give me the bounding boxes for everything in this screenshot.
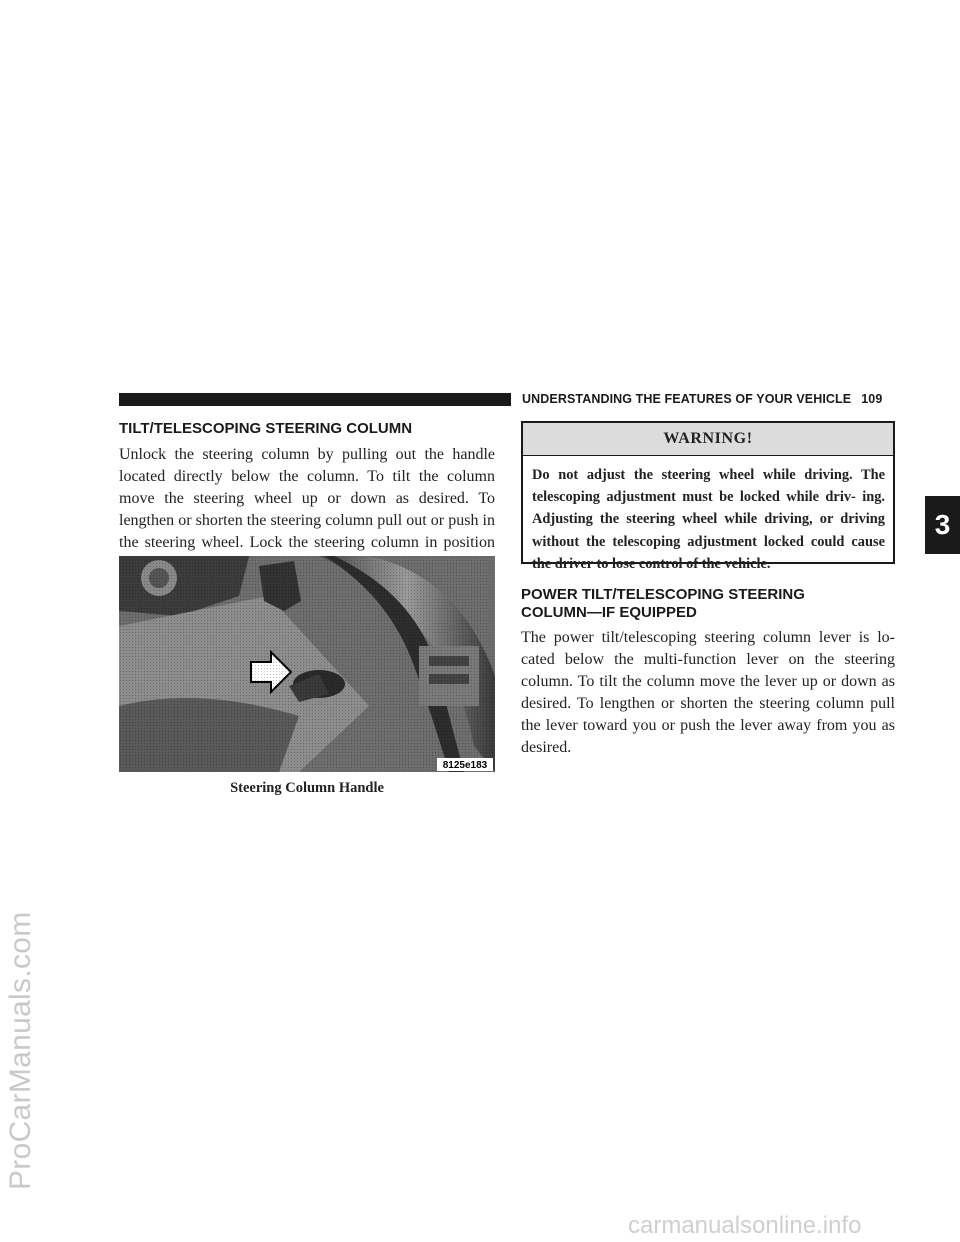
watermark-vertical: ProCarManuals.com [4, 911, 37, 1190]
page-number: 109 [861, 392, 883, 406]
figure-code: 8125e183 [442, 760, 488, 771]
watermark-bottom: carmanualsonline.info [628, 1212, 862, 1239]
section-heading-2-line2: COLUMN—IF EQUIPPED [521, 604, 697, 621]
steering-column-photo [119, 556, 495, 772]
photo-illustration [119, 556, 495, 772]
section-power-tilt [521, 586, 895, 759]
running-header [522, 392, 902, 408]
section-heading-2 [521, 586, 895, 622]
warning-text: Do not adjust the steering wheel while driving. The telescoping adjustment must be locked while driv- ing. Adjusting the steering wheel while driving, or driving without the telescoping adjustment locked could cause the driver to lose control of the vehicle. [532, 467, 885, 572]
warning-box [521, 421, 895, 572]
header-rule [119, 393, 511, 406]
running-title: UNDERSTANDING THE FEATURES OF YOUR VEHICLE [522, 392, 852, 406]
warning-title: WARNING! [523, 423, 893, 456]
chapter-tab: 3 [925, 496, 960, 554]
section-heading-2-line1: POWER TILT/TELESCOPING STEERING [521, 586, 805, 603]
figure-caption: Steering Column Handle [230, 780, 384, 796]
section-body: Unlock the steering column by pulling out the handle located directly below the column. To tilt the column move the steering wheel up or down as desired. To lengthen or shorten the steering column pull out or push in the steering wheel. Lock the steering column in position [119, 446, 495, 551]
section-tilt-telescoping [119, 420, 495, 576]
section-heading: TILT/TELESCOPING STEERING COLUMN [119, 420, 413, 437]
section-body-2: The power tilt/telescoping steering column lever is lo- cated below the multi-function lever on the steering column. To tilt the column move the lever up or down as desired. To lengthen or shorten the steering column pull the lever toward you or push the lever away from you as desired. [521, 629, 895, 756]
